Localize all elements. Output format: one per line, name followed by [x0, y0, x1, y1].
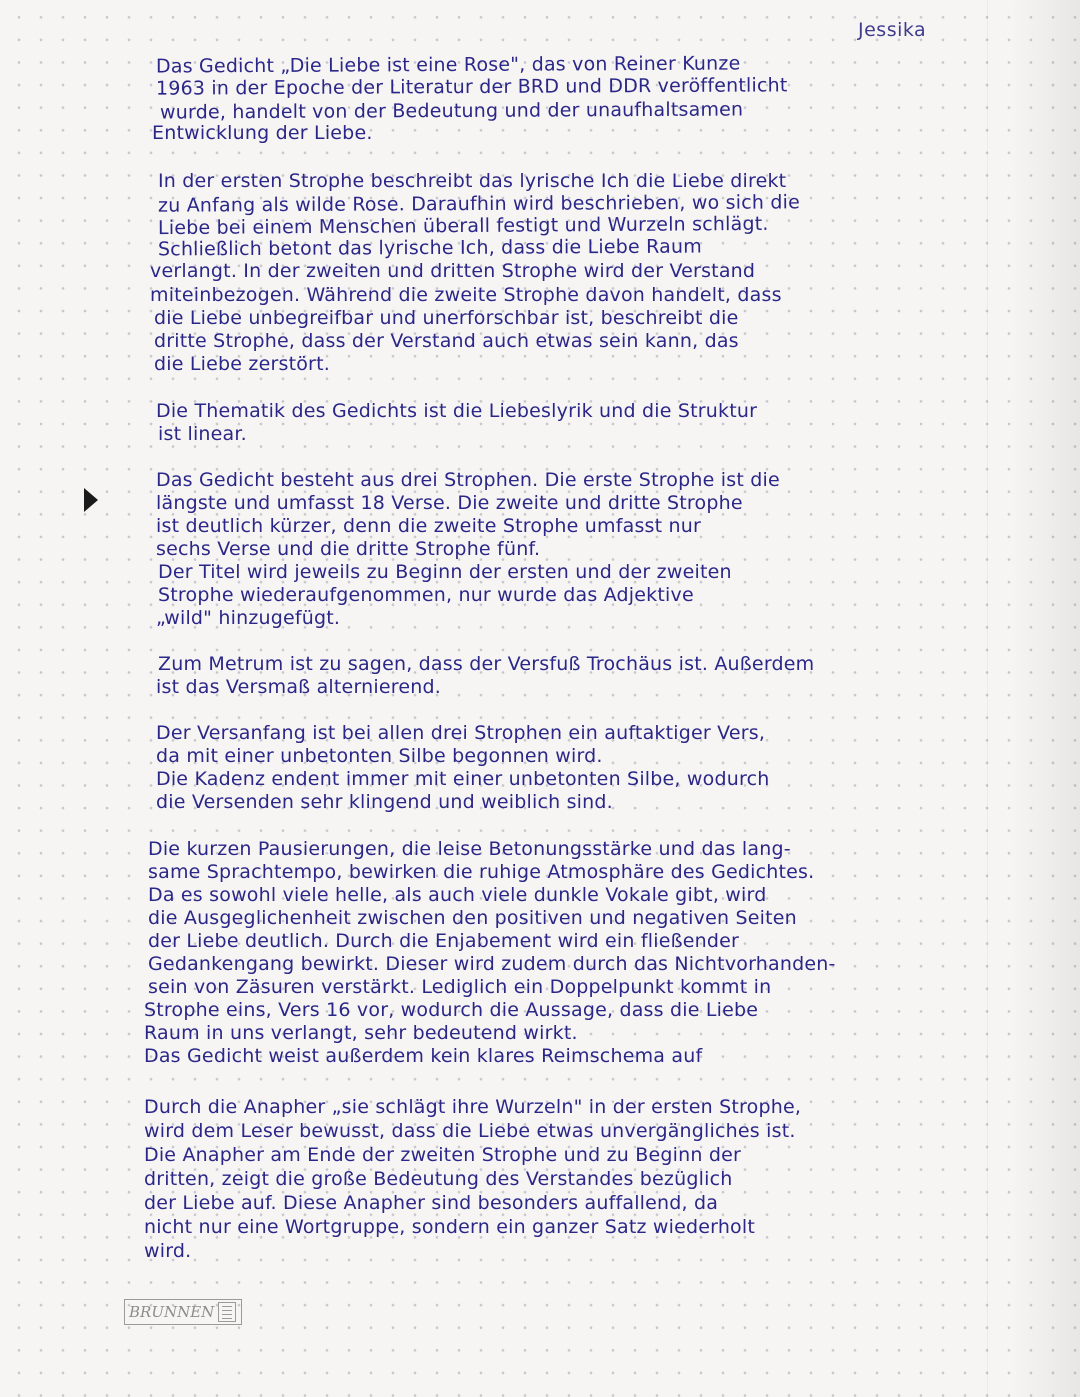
- text-line: dritte Strophe, dass der Verstand auch etwas sein kann, das: [154, 330, 739, 352]
- text-line: der Liebe auf. Diese Anapher sind besonders auffallend, da: [144, 1192, 719, 1214]
- text-line: Liebe bei einem Menschen überall festigt und Wurzeln schlägt.: [157, 212, 769, 240]
- text-line: wird dem Leser bewusst, dass die Liebe etwas unvergängliches ist.: [144, 1120, 796, 1142]
- text-line: Die Kadenz endent immer mit einer unbetonten Silbe, wodurch: [156, 768, 770, 790]
- brand-name: BRUNNEN: [129, 1303, 215, 1321]
- text-line: Das Gedicht weist außerdem kein klares Reimschema auf: [144, 1045, 703, 1067]
- text-line: Der Versanfang ist bei allen drei Strophen ein auftaktiger Vers,: [156, 722, 766, 744]
- text-line: Schließlich betont das lyrische Ich, dass die Liebe Raum: [157, 235, 702, 261]
- text-line: Da es sowohl viele helle, als auch viele dunkle Vokale gibt, wird: [148, 884, 767, 906]
- text-line: sechs Verse und die dritte Strophe fünf.: [156, 538, 541, 560]
- page-edge-shade: [1010, 0, 1080, 1397]
- text-line: der Liebe deutlich. Durch die Enjabement wird ein fließender: [148, 930, 740, 952]
- text-line: Strophe eins, Vers 16 vor, wodurch die Aussage, dass die Liebe: [144, 999, 759, 1021]
- text-line: Entwicklung der Liebe.: [152, 122, 373, 144]
- text-line: Die Anapher am Ende der zweiten Strophe und zu Beginn der: [144, 1144, 742, 1166]
- text-line: Der Titel wird jeweils zu Beginn der ersten und der zweiten: [158, 561, 732, 583]
- page-edge-line: [987, 0, 988, 1397]
- author-name: Jessika: [858, 19, 927, 41]
- text-line: same Sprachtempo, bewirken die ruhige Atmosphäre des Gedichtes.: [148, 861, 815, 883]
- text-line: die Liebe zerstört.: [154, 353, 330, 375]
- text-line: Raum in uns verlangt, sehr bedeutend wirkt.: [144, 1022, 578, 1044]
- brand-logo: [124, 1299, 242, 1325]
- text-line: 1963 in der Epoche der Literatur der BRD und DDR veröffentlicht: [155, 74, 788, 100]
- text-line: ist deutlich kürzer, denn die zweite Strophe umfasst nur: [156, 515, 702, 537]
- binder-hole-icon: [84, 488, 98, 512]
- text-line: Gedankengang bewirkt. Dieser wird zudem durch das Nichtvorhanden-: [148, 953, 836, 975]
- text-line: miteinbezogen. Während die zweite Strophe davon handelt, dass: [150, 284, 782, 306]
- text-line: zu Anfang als wilde Rose. Daraufhin wird beschrieben, wo sich die: [157, 191, 801, 217]
- text-line: Das Gedicht besteht aus drei Strophen. Die erste Strophe ist die: [156, 469, 780, 491]
- text-line: längste und umfasst 18 Verse. Die zweite und dritte Strophe: [156, 492, 743, 514]
- text-line: da mit einer unbetonten Silbe begonnen wird.: [156, 745, 603, 767]
- text-line: nicht nur eine Wortgruppe, sondern ein ganzer Satz wiederholt: [144, 1216, 756, 1238]
- text-line: Zum Metrum ist zu sagen, dass der Versfuß Trochäus ist. Außerdem: [158, 653, 815, 675]
- text-line: Das Gedicht „Die Liebe ist eine Rose", das von Reiner Kunze: [155, 52, 741, 78]
- text-line: die Versenden sehr klingend und weiblich sind.: [156, 791, 613, 813]
- text-line: die Ausgeglichenheit zwischen den positiven und negativen Seiten: [148, 907, 797, 929]
- text-line: sein von Zäsuren verstärkt. Lediglich ein Doppelpunkt kommt in: [148, 976, 772, 998]
- text-line: dritten, zeigt die große Bedeutung des Verstandes bezüglich: [144, 1168, 733, 1190]
- text-line: die Liebe unbegreifbar und unerforschbar ist, beschreibt die: [154, 307, 739, 329]
- text-line: In der ersten Strophe beschreibt das lyrische Ich die Liebe direkt: [158, 170, 787, 192]
- text-line: Durch die Anapher „sie schlägt ihre Wurzeln" in der ersten Strophe,: [144, 1096, 802, 1118]
- text-line: ist das Versmaß alternierend.: [156, 676, 441, 698]
- text-line: wird.: [144, 1240, 192, 1262]
- text-line: Die kurzen Pausierungen, die leise Betonungsstärke und das lang-: [148, 838, 791, 860]
- notebook-logo-icon: [218, 1302, 236, 1322]
- text-line: verlangt. In der zweiten und dritten Strophe wird der Verstand: [150, 260, 756, 282]
- text-line: Die Thematik des Gedichts ist die Liebeslyrik und die Struktur: [156, 400, 758, 422]
- text-line: „wild" hinzugefügt.: [156, 607, 341, 629]
- text-line: wurde, handelt von der Bedeutung und der unaufhaltsamen: [159, 98, 744, 124]
- text-line: Strophe wiederaufgenommen, nur wurde das Adjektive: [158, 584, 694, 606]
- text-line: ist linear.: [158, 423, 247, 445]
